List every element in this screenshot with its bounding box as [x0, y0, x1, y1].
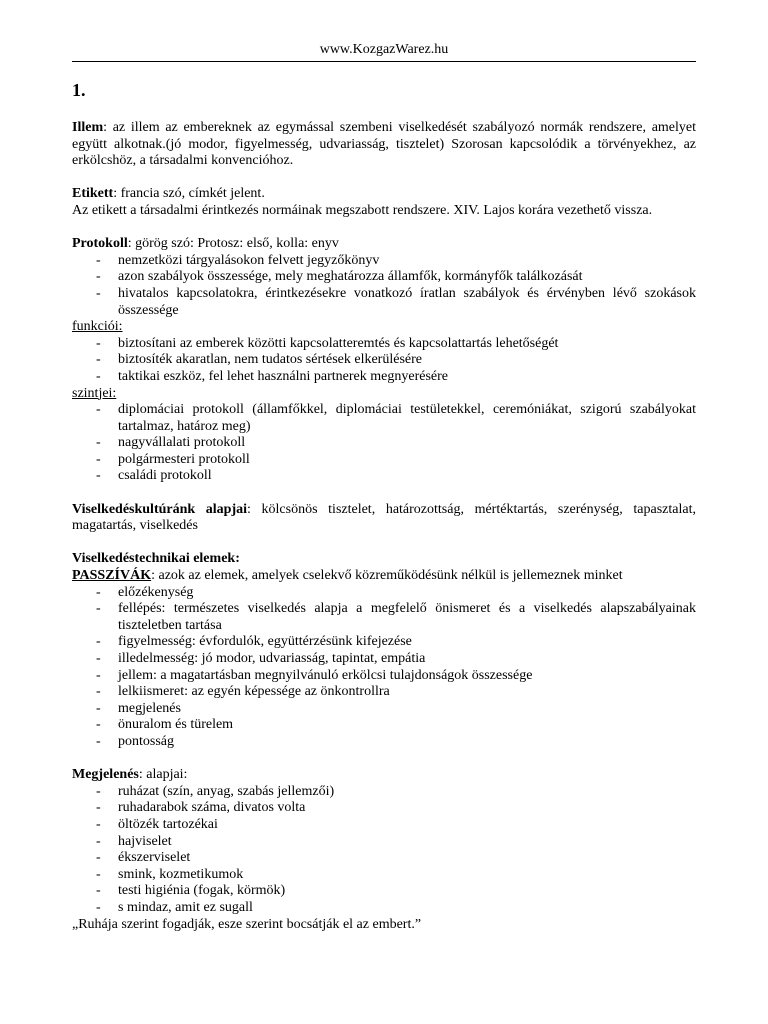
document-body — [72, 80, 696, 933]
list-item: - taktikai eszköz, fel lehet használni partnerek megnyerésére — [96, 368, 449, 384]
list-item: - illedelmesség: jó modor, udvariasság, tapintat, empátia — [96, 651, 426, 666]
list-item: - biztosíték akaratlan, nem tudatos sértések elkerülésére — [96, 352, 422, 368]
header-rule — [72, 61, 696, 62]
list-item: - önuralom és türelem — [96, 717, 234, 733]
list-item: - jellem: a magatartásban megnyilvánuló erkölcsi tulajdonságok összessége — [96, 667, 533, 683]
list-item: - figyelmesség: évfordulók, együttérzésünk kifejezése — [96, 634, 412, 650]
list-item: - polgármesteri protokoll — [96, 451, 250, 467]
list-item: - öltözék tartozékai — [96, 816, 218, 832]
functions-list — [72, 336, 696, 386]
list-item: - ékszerviselet — [96, 850, 191, 866]
passzivak-paragraph — [72, 568, 696, 585]
list-item: - nagyvállalati protokoll — [96, 435, 246, 451]
viselkedeskultura-paragraph — [72, 502, 696, 535]
illem-term: Illem — [72, 120, 104, 135]
viselkedestechnika-title: Viselkedéstechnikai elemek: — [72, 551, 240, 567]
functions-label: funkciói: — [72, 319, 123, 335]
protokoll-text: : görög szó: Protosz: első, kolla: enyv — [127, 236, 339, 252]
passzivak-text: : azok az elemek, amelyek cselekvő közreműködésünk nélkül is jellemeznek minket — [151, 568, 623, 584]
etikett-term: Etikett — [72, 186, 114, 202]
passzivak-term: PASSZÍVÁK — [72, 568, 152, 584]
levels-label: szintjei: — [72, 385, 117, 401]
list-item: - testi higiénia (fogak, körmök) — [96, 883, 286, 899]
megjelenes-text: : alapjai: — [138, 767, 188, 783]
list-item: - lelkiismeret: az egyén képessége az önkontrollra — [96, 684, 390, 700]
closing-quote: „Ruhája szerint fogadják, esze szerint bocsátják el az embert.” — [72, 916, 422, 932]
list-item: - pontosság — [96, 733, 174, 749]
etikett-text: : francia szó, címkét jelent. — [113, 186, 265, 202]
page-number: 1. — [72, 80, 86, 100]
list-item: - fellépés: természetes viselkedés alapja a megfelelő önismeret és a viselkedés alapszabályainak tiszteletben tartása — [96, 601, 696, 633]
passzivak-list — [72, 585, 696, 751]
etikett-paragraph — [72, 186, 696, 203]
list-item: - előzékenység — [96, 584, 194, 600]
etikett-paragraph-2: Az etikett a társadalmi érintkezés normáinak megszabott rendszere. XIV. Lajos korára vezethető vissza. — [72, 202, 653, 218]
list-item: - biztosítani az emberek közötti kapcsolatteremtés és kapcsolattartás lehetőségét — [96, 335, 559, 351]
list-item: - nemzetközi tárgyalásokon felvett jegyzőkönyv — [96, 252, 380, 268]
megjelenes-term: Megjelenés — [72, 767, 139, 783]
list-item: - hivatalos kapcsolatokra, érintkezésekre vonatkozó íratlan szabályok és érvényben lévő szokások összessége — [96, 285, 696, 318]
viselkedeskultura-term: Viselkedéskultúránk alapjai — [72, 501, 248, 517]
viselkedeskultura-text: : kölcsönös tisztelet, határozottság, mértéktartás, szerénység, tapasztalat, magatartás, viselkedés — [72, 501, 696, 534]
megjelenes-list — [72, 784, 696, 917]
protokoll-paragraph — [72, 236, 696, 253]
protokoll-term: Protokoll — [72, 236, 128, 252]
illem-text: : az illem az embereknek az egymással szembeni viselkedését szabályozó normák rendszere, amelyet együtt alkotnak.(jó modor, figyelmesség, udvariasság, tisztelet) Szorosan kapcsolódik a törvényekhez, az erkölcshöz, a társadalmi konvencióhoz. — [72, 120, 696, 169]
list-item: - azon szabályok összessége, mely meghatározza államfők, kormányfők találkozását — [96, 269, 583, 285]
list-item: - megjelenés — [96, 700, 181, 716]
protokoll-list — [72, 253, 696, 319]
list-item: - smink, kozmetikumok — [96, 866, 244, 882]
page-header: www.KozgazWarez.hu — [319, 42, 449, 57]
list-item: - családi protokoll — [96, 468, 212, 484]
list-item: - diplomáciai protokoll (államfőkkel, diplomáciai testületekkel, ceremóniákat, szigorú szabályokat tartalmaz, határoz meg) — [96, 402, 696, 434]
list-item: - ruhadarabok száma, divatos volta — [96, 800, 306, 816]
levels-list — [72, 402, 696, 485]
list-item: - s mindaz, amit ez sugall — [96, 899, 253, 915]
list-item: - hajviselet — [96, 833, 172, 849]
list-item: - ruházat (szín, anyag, szabás jellemzői) — [96, 783, 335, 799]
illem-paragraph — [72, 120, 696, 170]
megjelenes-paragraph — [72, 767, 696, 784]
